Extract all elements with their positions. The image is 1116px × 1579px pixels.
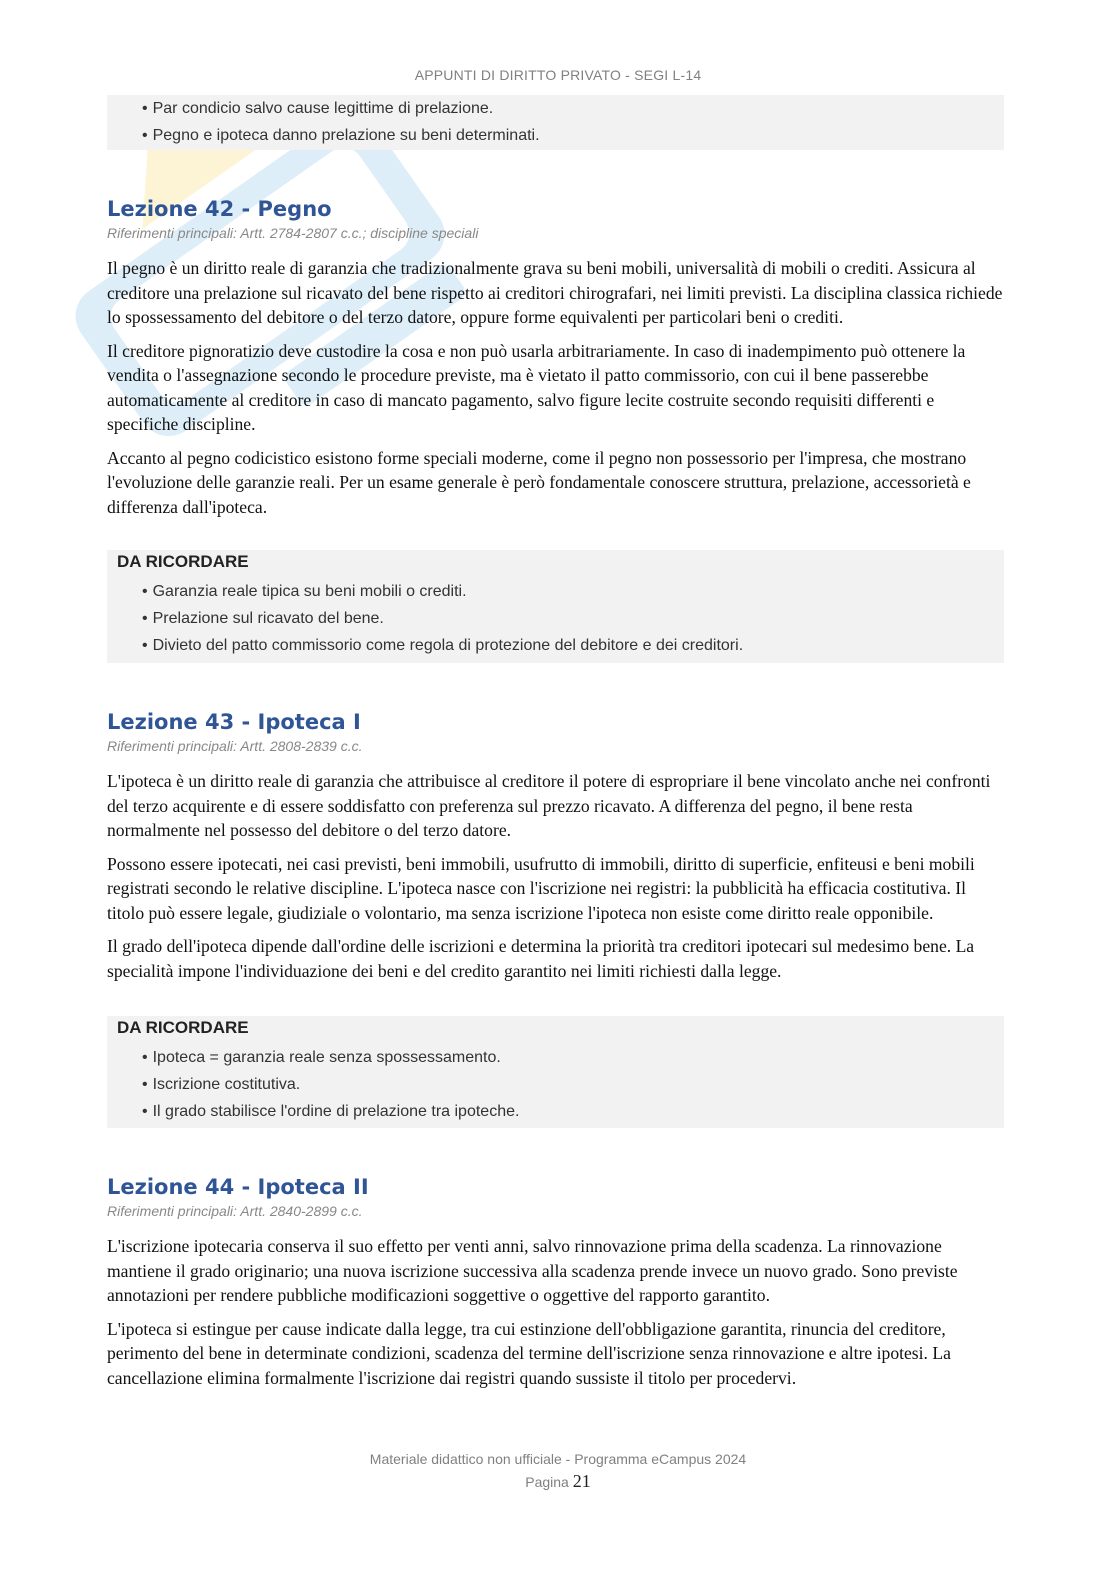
list-item: • Par condicio salvo cause legittime di prelazione. [142,95,1004,122]
recap-list [107,95,1004,149]
list-item: • Pegno e ipoteca danno prelazione su beni determinati. [142,122,1004,149]
lesson-42 [107,195,1004,519]
paragraph: Possono essere ipotecati, nei casi previsti, beni immobili, usufrutto di immobili, diritto di superficie, enfiteusi e beni mobili registrati secondo le relative discipline. L'ipoteca nasce con l'iscrizione nei registri: la pubblicità ha efficacia costitutiva. Il titolo può essere legale, giudiziale o volontario, ma senza iscrizione l'ipoteca non esiste come diritto reale opponibile. [107,853,975,923]
paragraph: Accanto al pegno codicistico esistono forme speciali moderne, come il pegno non possessorio per l'impresa, che mostrano l'evoluzione delle garanzie reali. Per un esame generale è però fondamentale conoscere struttura, prelazione, accessorietà e differenza dall'ipoteca. [107,447,971,517]
recap-box [107,550,1004,663]
recap-box-continued [107,95,1004,150]
lesson-43 [107,708,1004,983]
paragraph: L'ipoteca è un diritto reale di garanzia che attribuisce al creditore il potere di espropriare il bene vincolato anche nei confronti del terzo acquirente e di essere soddisfatto con preferenza sul prezzo ricavato. A differenza del pegno, il bene resta normalmente nel possesso del debitore o del terzo datore. [107,771,991,840]
paragraph: Il pegno è un diritto reale di garanzia che tradizionalmente grava su beni mobili, universalità di mobili o crediti. Assicura al creditore una prelazione sul ricavato del bene rispetto ai creditori chirografari, nei limiti previsti. La disciplina classica richiede lo spossessamento del debitore o del terzo datore, oppure forme equivalenti per particolari beni o crediti. [107,258,1003,327]
list-item: • Ipoteca = garanzia reale senza spossessamento. [142,1044,1004,1071]
page-label: Pagina [525,1474,569,1490]
lesson-title: Lezione 43 - Ipoteca I [107,710,361,734]
recap-label: DA RICORDARE [117,1018,249,1037]
running-footer [0,1450,1116,1494]
list-item: • Garanzia reale tipica su beni mobili o crediti. [142,578,1004,605]
list-item: • Divieto del patto commissorio come regola di protezione del debitore e dei creditori. [142,632,1004,659]
recap-label: DA RICORDARE [117,552,249,571]
footer-note: Materiale didattico non ufficiale - Programma eCampus 2024 [369,1451,747,1467]
paragraph: Il grado dell'ipoteca dipende dall'ordine delle iscrizioni e determina la priorità tra creditori ipotecari sul medesimo bene. La specialità impone l'individuazione dei beni e del credito garantito nei limiti richiesti dalla legge. [107,936,975,981]
page-number: 21 [572,1471,591,1491]
paragraph: L'ipoteca si estingue per cause indicate dalla legge, tra cui estinzione dell'obbligazione garantita, rinuncia del creditore, perimento del bene in determinate condizioni, scadenza del termine dell'iscrizione senza rinnovazione e altre ipotesi. La cancellazione elimina formalmente l'iscrizione dai registri quando sussiste il titolo per procedervi. [107,1318,951,1388]
list-item: • Il grado stabilisce l'ordine di prelazione tra ipoteche. [142,1098,1004,1125]
paragraph: Il creditore pignoratizio deve custodire la cosa e non può usarla arbitrariamente. In caso di inadempimento può ottenere la vendita o l'assegnazione secondo le procedure previste, ma è vietato il patto commissorio, con cui il bene passerebbe automaticamente al creditore in caso di mancato pagamento, salvo figure lecite costruite secondo requisiti differenti e specifiche discipline. [107,340,966,434]
recap-box [107,1016,1004,1128]
list-item: • Iscrizione costitutiva. [142,1071,1004,1098]
lesson-44 [107,1173,1004,1390]
lesson-title: Lezione 42 - Pegno [107,197,332,221]
page-number-line [0,1469,1116,1494]
running-header: APPUNTI DI DIRITTO PRIVATO - SEGI L-14 [414,67,702,83]
lesson-references: Riferimenti principali: Artt. 2784-2807 c.c.; discipline speciali [107,225,479,241]
lesson-references: Riferimenti principali: Artt. 2808-2839 c.c. [107,738,363,754]
recap-list [107,1039,1004,1125]
recap-list [107,573,1004,659]
lesson-references: Riferimenti principali: Artt. 2840-2899 c.c. [107,1203,363,1219]
lesson-title: Lezione 44 - Ipoteca II [107,1175,369,1199]
paragraph: L'iscrizione ipotecaria conserva il suo effetto per venti anni, salvo rinnovazione prima della scadenza. La rinnovazione mantiene il grado originario; una nuova iscrizione successiva alla scadenza prende invece un nuovo grado. Sono previste annotazioni per rendere pubbliche modificazioni soggettive o oggettive del rapporto garantito. [107,1236,958,1305]
list-item: • Prelazione sul ricavato del bene. [142,605,1004,632]
